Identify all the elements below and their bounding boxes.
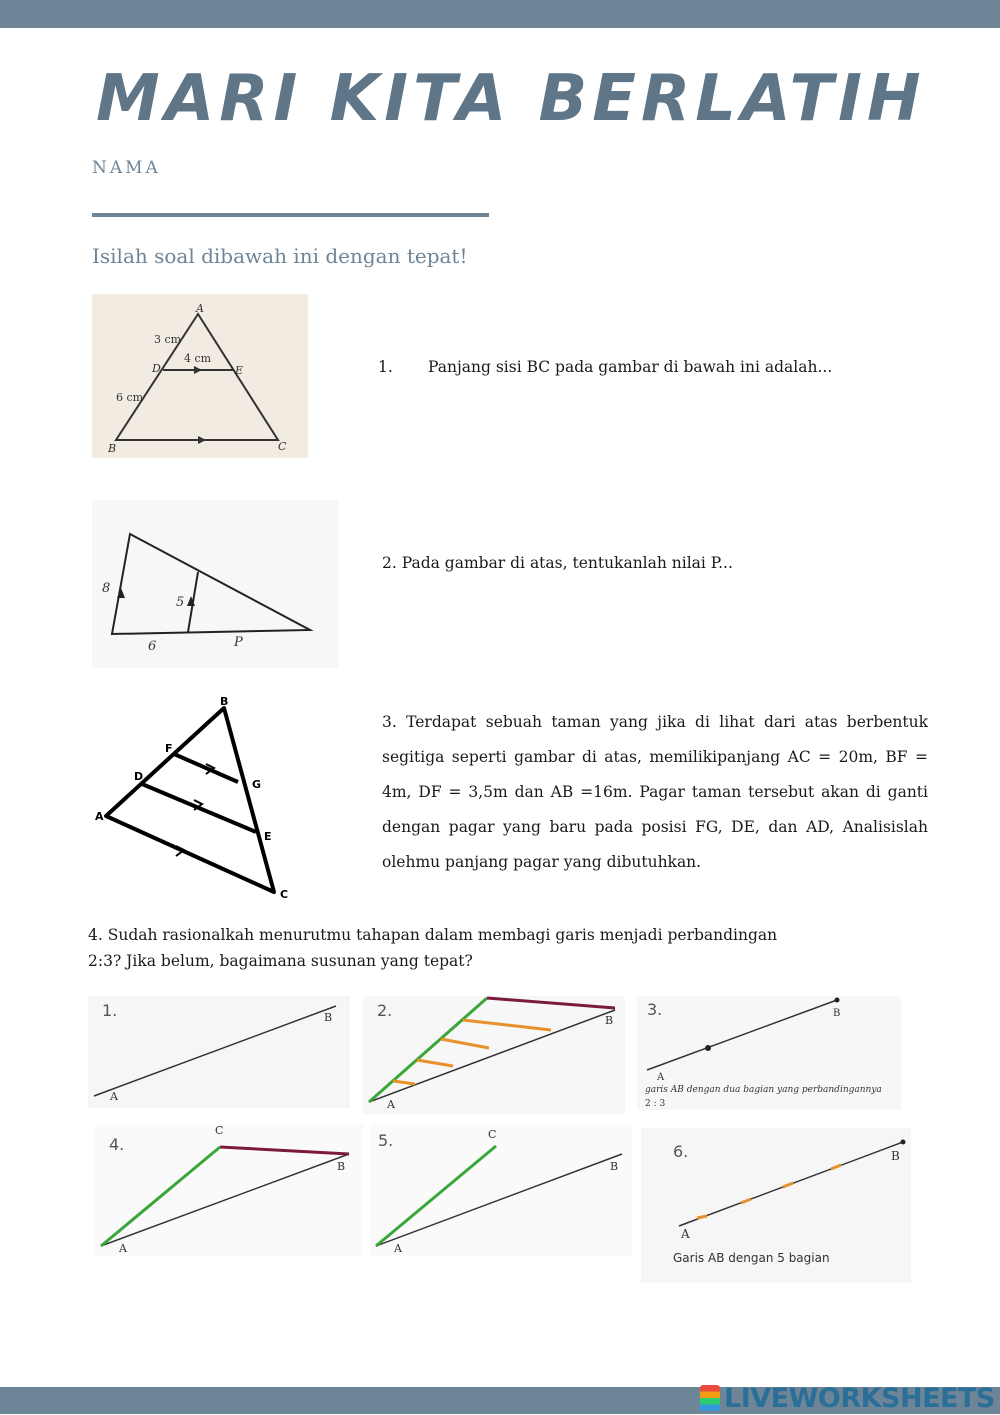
step-5-label-b: B xyxy=(610,1160,619,1173)
step-5-number: 5. xyxy=(378,1131,394,1150)
logo-text: LIVEWORKSHEETS xyxy=(724,1382,995,1414)
step-3-panel xyxy=(637,996,901,1110)
step-1-label-b: B xyxy=(324,1011,333,1024)
question-1-number: 1. xyxy=(378,358,393,376)
figure-3-triangle xyxy=(92,692,302,907)
name-underline xyxy=(92,213,489,217)
step-6-label-a: A xyxy=(681,1227,690,1241)
fig2-mid-label: 5 xyxy=(176,595,185,610)
step-6-panel xyxy=(641,1128,911,1283)
live-badge-icon xyxy=(700,1385,720,1411)
fig2-base-label: 6 xyxy=(148,639,157,654)
step-3-ratio: 2 : 3 xyxy=(645,1099,666,1109)
fig3-label-e: E xyxy=(264,830,272,843)
fig1-label-e: E xyxy=(235,364,244,377)
step-1-label-a: A xyxy=(110,1090,118,1103)
fig1-label-a: A xyxy=(196,302,204,315)
step-3-caption: garis AB dengan dua bagian yang perbandingannya xyxy=(645,1085,882,1095)
step-2-label-b: B xyxy=(605,1014,614,1027)
fig1-label-d: D xyxy=(152,362,161,375)
step-6-label-b: B xyxy=(891,1149,900,1163)
liveworksheets-logo[interactable] xyxy=(700,1381,995,1415)
question-4 xyxy=(88,922,918,974)
fig3-label-c: C xyxy=(280,888,289,901)
fig3-label-f: F xyxy=(165,742,173,755)
question-2: 2. Pada gambar di atas, tentukanlah nilai P... xyxy=(382,554,733,572)
instruction-text: Isilah soal dibawah ini dengan tepat! xyxy=(92,244,468,268)
step-3-number: 3. xyxy=(647,1000,663,1019)
fig1-label-c: C xyxy=(278,440,287,453)
fig3-label-a: A xyxy=(95,810,104,823)
question-3: 3. Terdapat sebuah taman yang jika di lihat dari atas berbentuk segitiga seperti gambar di atas, memilikipanjang AC = 20m, BF = 4m, DF = 3,5m dan AB =16m. Pagar taman tersebut akan di ganti dengan pagar yang baru pada posisi FG, DE, dan AD, Analisislah olehmu panjang pagar yang dibutuhkan. xyxy=(382,713,928,871)
step-1-panel xyxy=(88,996,350,1108)
fig1-ad-length: 3 cm xyxy=(154,333,182,346)
question-1-text: Panjang sisi BC pada gambar di bawah ini adalah... xyxy=(428,358,833,376)
step-2-panel xyxy=(363,996,625,1114)
step-1-number: 1. xyxy=(102,1001,118,1020)
question-4-line-1: 4. Sudah rasionalkah menurutmu tahapan dalam membagi garis menjadi perbandingan xyxy=(88,926,778,944)
step-4-label-b: B xyxy=(337,1160,346,1173)
step-4-panel xyxy=(95,1124,363,1256)
step-2-number: 2. xyxy=(377,1001,393,1020)
top-bar xyxy=(0,0,1000,28)
question-1 xyxy=(378,350,832,385)
worksheet-title: MARI KITA BERLATIH xyxy=(96,62,926,136)
figure-1-triangle xyxy=(92,294,308,458)
fig3-label-g: G xyxy=(252,778,262,791)
step-4-number: 4. xyxy=(109,1135,125,1154)
step-4-label-a: A xyxy=(119,1242,127,1255)
step-6-caption: Garis AB dengan 5 bagian xyxy=(673,1251,830,1265)
step-3-label-a: A xyxy=(657,1072,665,1083)
step-4-label-c: C xyxy=(215,1124,224,1137)
question-4-line-2: 2:3? Jika belum, bagaimana susunan yang tepat? xyxy=(88,952,473,970)
step-6-number: 6. xyxy=(673,1142,689,1161)
step-5-label-c: C xyxy=(488,1128,497,1141)
fig1-db-length: 6 cm xyxy=(116,391,144,404)
fig2-p-label: P xyxy=(234,635,243,650)
step-3-label-b: B xyxy=(833,1008,841,1019)
fig1-de-length: 4 cm xyxy=(184,352,212,365)
figure-2-triangle xyxy=(92,500,338,668)
fig3-label-d: D xyxy=(134,770,144,783)
fig2-side-label: 8 xyxy=(102,581,111,596)
fig1-label-b: B xyxy=(108,442,117,455)
step-5-label-a: A xyxy=(394,1242,402,1255)
fig3-label-b: B xyxy=(220,695,229,708)
step-5-panel xyxy=(370,1124,632,1256)
name-label: NAMA xyxy=(92,158,161,178)
step-2-label-a: A xyxy=(387,1098,395,1111)
